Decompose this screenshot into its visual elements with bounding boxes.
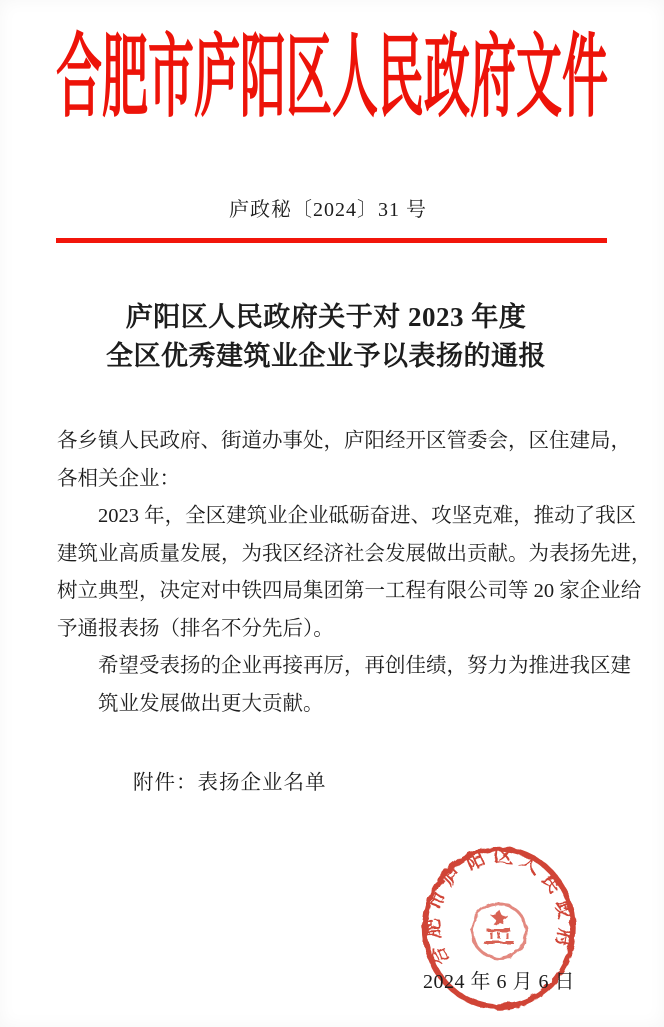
- seal-text: 合肥市庐阳区人民政府: [423, 846, 575, 968]
- emblem-gate-base: [484, 941, 514, 944]
- document-title-line2: 全区优秀建筑业企业予以表扬的通报: [106, 341, 546, 371]
- body-line: 希望受表扬的企业再接再厉，再创佳绩，努力为推进我区建: [98, 655, 631, 677]
- red-header-title: 合肥市庐阳区人民政府文件: [56, 27, 608, 129]
- document-date: 2024 年 6 月 6 日: [423, 971, 575, 993]
- national-emblem: [472, 904, 526, 958]
- body-line: 2023 年，全区建筑业企业砥砺奋进、攻坚克难，推动了我区: [98, 505, 637, 527]
- emblem-gate-column: [498, 933, 501, 939]
- svg-text:合肥市庐阳区人民政府: [423, 845, 577, 968]
- national-emblem-star: [490, 909, 507, 925]
- red-divider-line: [56, 238, 607, 243]
- body-line: 筑业发展做出更大贡献。: [98, 692, 324, 715]
- emblem-gate-bar: [487, 929, 511, 932]
- document-number: 庐政秘〔2024〕31 号: [229, 199, 427, 221]
- body-line: 树立典型，决定对中铁四局集团第一工程有限公司等 20 家企业给: [57, 580, 642, 602]
- body-line: 各乡镇人民政府、街道办事处，庐阳经开区管委会，区住建局，: [57, 430, 631, 452]
- body-line: 各相关企业：: [57, 467, 180, 490]
- document-title-line1: 庐阳区人民政府关于对 2023 年度: [125, 302, 527, 332]
- document-body: [57, 423, 652, 723]
- body-line: 予通报表扬（排名不分先后）。: [57, 617, 334, 640]
- document-title: [0, 298, 652, 376]
- emblem-gate-column: [506, 933, 509, 939]
- body-line: 建筑业高质量发展，为我区经济社会发展做出贡献。为表扬先进，: [57, 542, 652, 565]
- emblem-gate-column: [490, 933, 493, 939]
- attachment-note: 附件：表扬企业名单: [133, 772, 327, 794]
